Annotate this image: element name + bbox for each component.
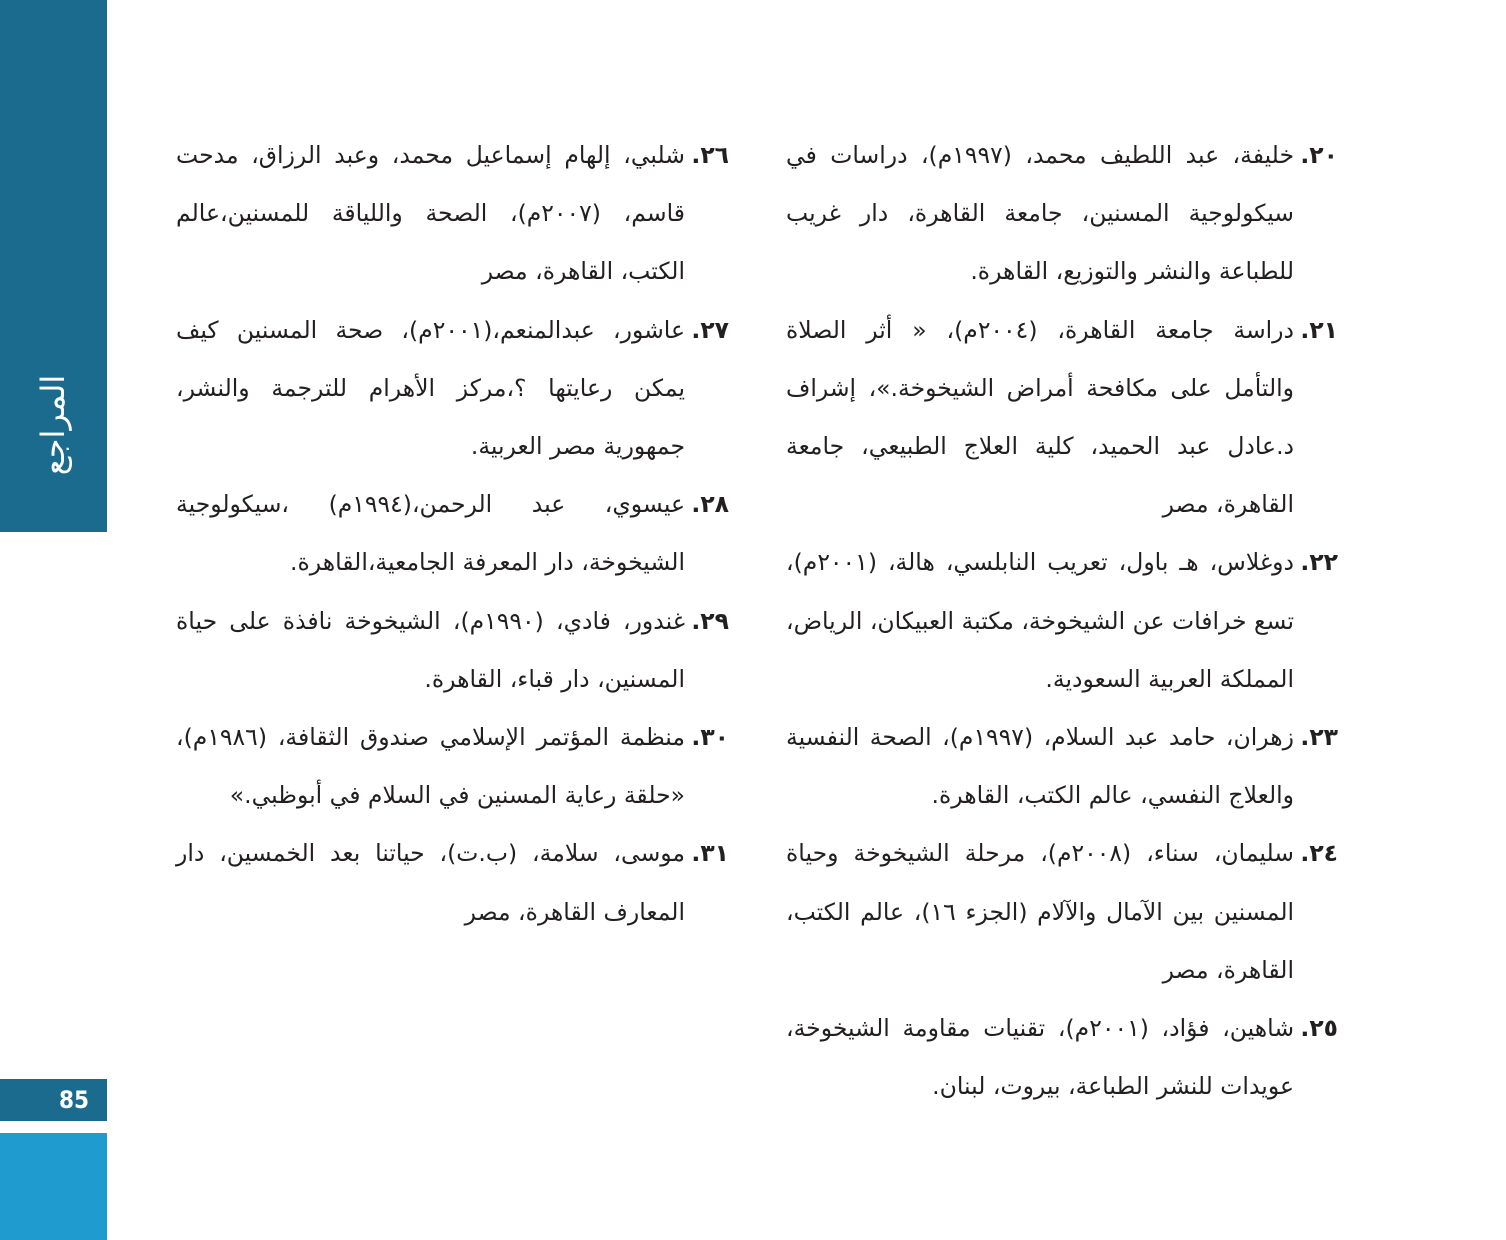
section-title: المراجع bbox=[34, 374, 72, 476]
reference-number: ٢٨. bbox=[691, 490, 729, 519]
reference-item bbox=[786, 824, 1338, 999]
references-column-right bbox=[786, 126, 1338, 1115]
reference-item bbox=[176, 708, 729, 824]
reference-item bbox=[176, 592, 729, 708]
page-number: 85 bbox=[58, 1086, 89, 1114]
reference-text: شاهين، فؤاد، (٢٠٠١م)، تقنيات مقاومة الشيخوخة، عويدات للنشر الطباعة، بيروت، لبنان. bbox=[786, 1014, 1295, 1101]
reference-text: شلبي، إلهام إسماعيل محمد، وعبد الرزاق، مدحت قاسم، (٢٠٠٧م)، الصحة واللياقة للمسنين،عالم الكتب، القاهرة، مصر bbox=[176, 141, 685, 286]
reference-number: ٣١. bbox=[691, 839, 729, 868]
reference-number: ٢٠. bbox=[1300, 141, 1338, 169]
reference-number: ٣٠. bbox=[691, 723, 729, 752]
reference-number: ٢٥. bbox=[1300, 1014, 1339, 1043]
reference-number: ٢٤. bbox=[1300, 839, 1338, 868]
reference-item bbox=[176, 126, 729, 301]
reference-item bbox=[786, 999, 1338, 1115]
reference-number: ٢٧. bbox=[691, 315, 729, 344]
decorative-block bbox=[0, 1133, 107, 1240]
reference-item bbox=[786, 126, 1338, 301]
reference-text: غندور، فادي، (١٩٩٠م)، الشيخوخة نافذة على حياة المسنين، دار قباء، القاهرة. bbox=[176, 606, 685, 693]
reference-item bbox=[786, 533, 1338, 708]
reference-text: عيسوي، عبد الرحمن،(١٩٩٤م) ،سيكولوجية الشيخوخة، دار المعرفة الجامعية،القاهرة. bbox=[176, 490, 685, 577]
reference-item bbox=[176, 301, 729, 476]
reference-text: دوغلاس، هـ باول، تعريب النابلسي، هالة، (٢٠٠١م)، تسع خرافات عن الشيخوخة، مكتبة العبيكان، الرياض، المملكة العربية السعودية. bbox=[786, 548, 1294, 693]
reference-number: ٢١. bbox=[1300, 315, 1338, 344]
side-tab bbox=[0, 0, 107, 532]
reference-number: ٢٣. bbox=[1300, 723, 1338, 752]
reference-text: منظمة المؤتمر الإسلامي صندوق الثقافة، (١٩٨٦م)، «حلقة رعاية المسنين في السلام في أبوظبي.» bbox=[176, 723, 685, 810]
reference-text: موسى، سلامة، (ب.ت)، حياتنا بعد الخمسين، دار المعارف القاهرة، مصر bbox=[176, 839, 685, 926]
reference-item bbox=[176, 824, 729, 940]
reference-item bbox=[176, 475, 729, 591]
reference-text: زهران، حامد عبد السلام، (١٩٩٧م)، الصحة النفسية والعلاج النفسي، عالم الكتب، القاهرة. bbox=[786, 723, 1294, 810]
reference-text: خليفة، عبد اللطيف محمد، (١٩٩٧م)، دراسات في سيكولوجية المسنين، جامعة القاهرة، دار غريب للطباعة والنشر والتوزيع، القاهرة. bbox=[786, 141, 1294, 286]
reference-text: دراسة جامعة القاهرة، (٢٠٠٤م)، « أثر الصلاة والتأمل على مكافحة أمراض الشيخوخة.»، إشراف د.عادل عبد الحميد، كلية العلاج الطبيعي، جامعة القاهرة، مصر bbox=[786, 315, 1294, 519]
reference-number: ٢٦. bbox=[691, 141, 729, 169]
reference-text: سليمان، سناء، (٢٠٠٨م)، مرحلة الشيخوخة وحياة المسنين بين الآمال والآلام (الجزء ١٦)، عالم الكتب، القاهرة، مصر bbox=[786, 839, 1295, 984]
reference-number: ٢٢. bbox=[1300, 548, 1338, 577]
reference-text: عاشور، عبدالمنعم،(٢٠٠١م)، صحة المسنين كيف يمكن رعايتها ؟،مركز الأهرام للترجمة والنشر، جمهورية مصر العربية. bbox=[176, 315, 685, 461]
reference-number: ٢٩. bbox=[691, 606, 729, 635]
reference-item bbox=[786, 301, 1338, 534]
page-number-box bbox=[0, 1079, 107, 1121]
references-column-left bbox=[176, 126, 729, 941]
reference-item bbox=[786, 708, 1338, 824]
